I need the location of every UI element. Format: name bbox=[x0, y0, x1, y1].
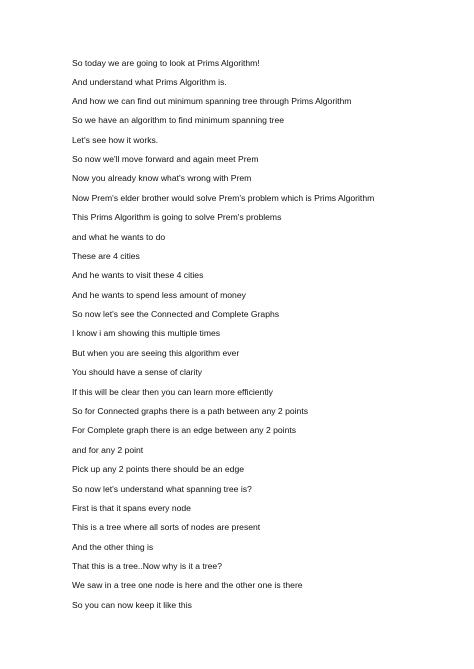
text-line: So for Connected graphs there is a path between any 2 points bbox=[72, 406, 309, 416]
text-line: So now let's see the Connected and Complete Graphs bbox=[72, 309, 280, 319]
text-line: Now you already know what's wrong with Prem bbox=[72, 173, 252, 183]
text-line: These are 4 cities bbox=[72, 251, 140, 261]
text-line: So today we are going to look at Prims Algorithm! bbox=[72, 58, 260, 68]
text-line: And he wants to spend less amount of money bbox=[72, 290, 246, 300]
text-line: And he wants to visit these 4 cities bbox=[72, 270, 204, 280]
text-line: And understand what Prims Algorithm is. bbox=[72, 77, 227, 87]
text-line: So you can now keep it like this bbox=[72, 600, 192, 610]
text-line: So now let's understand what spanning tree is? bbox=[72, 484, 252, 494]
text-line: For Complete graph there is an edge between any 2 points bbox=[72, 425, 297, 435]
text-line: So we have an algorithm to find minimum spanning tree bbox=[72, 115, 285, 125]
text-line: This is a tree where all sorts of nodes are present bbox=[72, 522, 261, 532]
text-line: But when you are seeing this algorithm ever bbox=[72, 348, 240, 358]
text-line: Let's see how it works. bbox=[72, 135, 159, 145]
text-line: First is that it spans every node bbox=[72, 503, 191, 513]
text-line: That this is a tree..Now why is it a tree? bbox=[72, 561, 222, 571]
text-line: I know i am showing this multiple times bbox=[72, 328, 221, 338]
text-line: You should have a sense of clarity bbox=[72, 367, 203, 377]
text-line: This Prims Algorithm is going to solve Prem's problems bbox=[72, 212, 282, 222]
text-line: and what he wants to do bbox=[72, 232, 166, 242]
text-line: We saw in a tree one node is here and the other one is there bbox=[72, 580, 303, 590]
text-line: And the other thing is bbox=[72, 542, 154, 552]
text-line: Now Prem's elder brother would solve Prem's problem which is Prims Algorithm bbox=[72, 193, 375, 203]
text-line: And how we can find out minimum spanning tree through Prims Algorithm bbox=[72, 96, 352, 106]
text-line: Pick up any 2 points there should be an edge bbox=[72, 464, 244, 474]
text-line: So now we'll move forward and again meet Prem bbox=[72, 154, 259, 164]
text-line: and for any 2 point bbox=[72, 445, 144, 455]
text-line: If this will be clear then you can learn more efficiently bbox=[72, 387, 273, 397]
